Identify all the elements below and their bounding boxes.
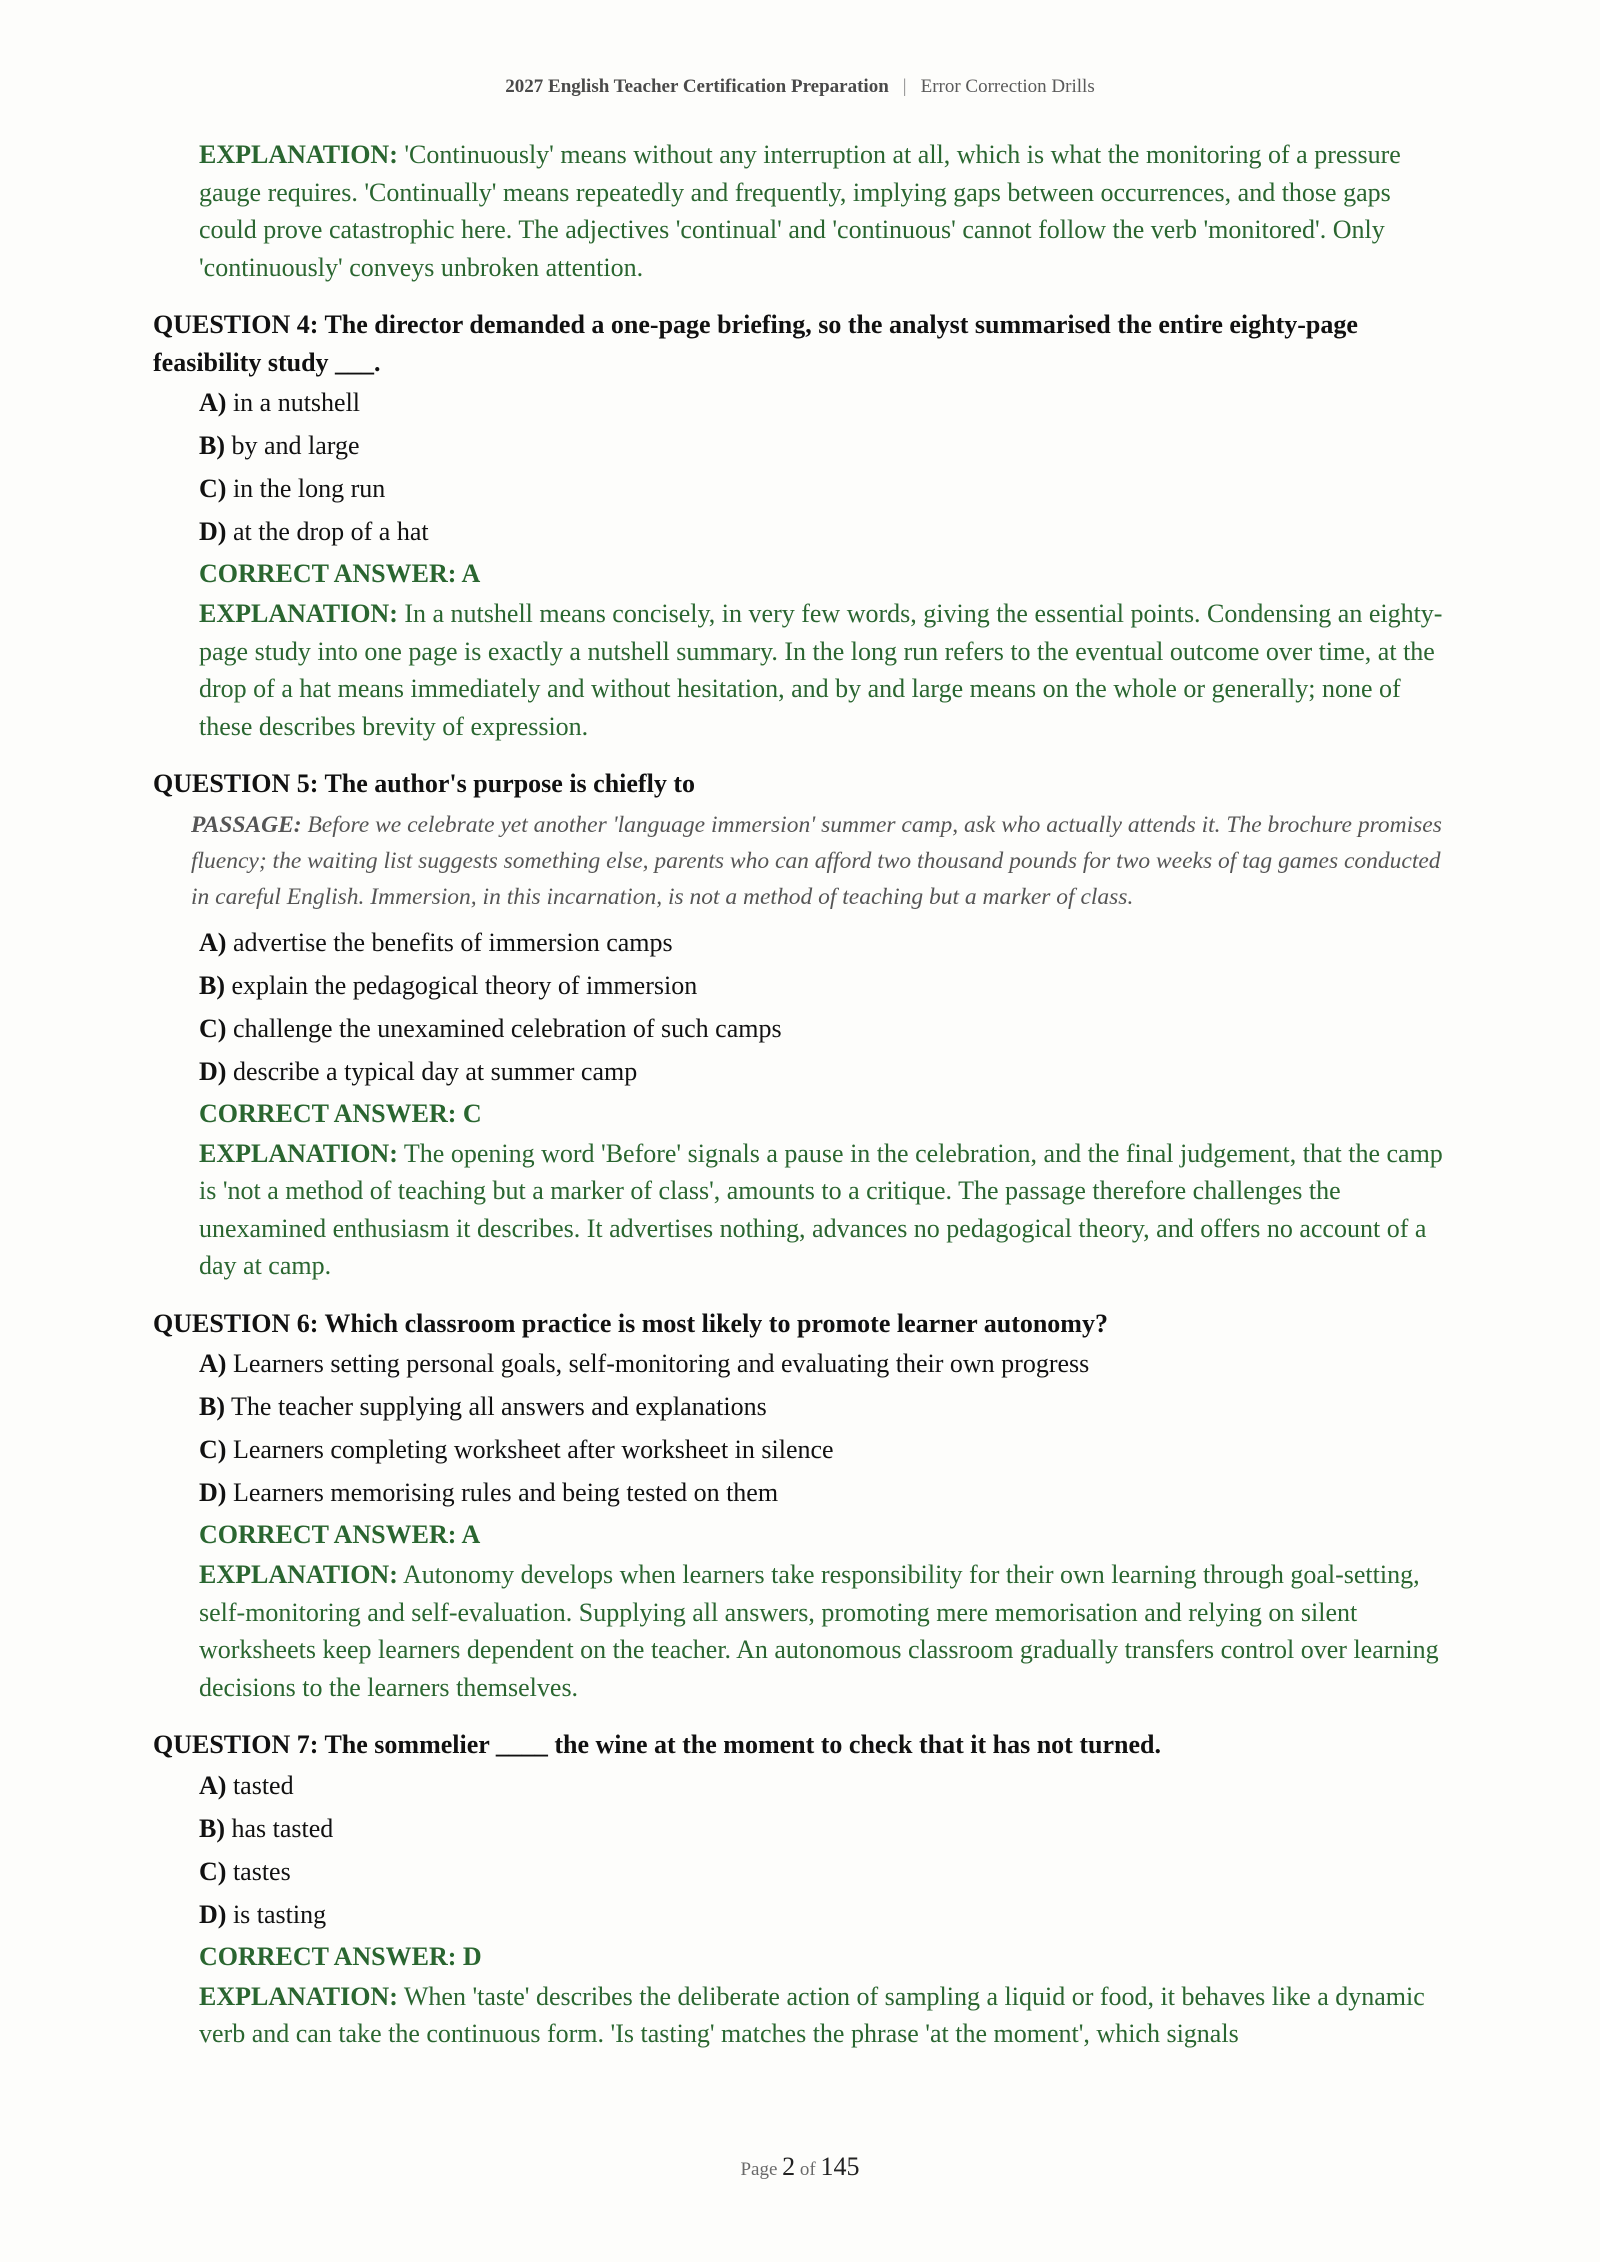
option-a — [199, 1764, 1453, 1807]
option-d — [199, 1471, 1453, 1514]
option-text: challenge the unexamined celebration of such camps — [232, 1013, 782, 1043]
explanation-label: EXPLANATION: — [199, 1138, 398, 1168]
explanation — [199, 595, 1453, 745]
option-b — [199, 1385, 1453, 1428]
explanation-label: EXPLANATION: — [199, 1981, 398, 2011]
question-block-5 — [153, 765, 1453, 1285]
explanation-q3 — [199, 136, 1453, 286]
option-text: describe a typical day at summer camp — [232, 1056, 638, 1086]
option-text: in the long run — [232, 474, 386, 503]
option-c — [199, 467, 1453, 510]
header-title: 2027 English Teacher Certification Preparation — [505, 76, 889, 97]
option-d — [199, 1893, 1453, 1936]
option-text: tasted — [232, 1770, 294, 1800]
explanation-label: EXPLANATION: — [199, 140, 398, 169]
option-a — [199, 921, 1453, 964]
option-text: Learners setting personal goals, self-monitoring and evaluating their own progress — [232, 1349, 1090, 1378]
page-number: 2 — [782, 2152, 796, 2181]
question-title: QUESTION 6: Which classroom practice is most likely to promote learner autonomy? — [153, 1308, 1108, 1338]
option-text: is tasting — [232, 1899, 327, 1929]
option-text: Learners memorising rules and being tested on them — [232, 1478, 779, 1507]
option-text: Learners completing worksheet after worksheet in silence — [232, 1435, 834, 1464]
explanation — [199, 1135, 1453, 1285]
option-text: in a nutshell — [232, 388, 361, 417]
option-letter: D) — [199, 1056, 227, 1086]
option-text: The teacher supplying all answers and explanations — [231, 1392, 767, 1421]
option-text: advertise the benefits of immersion camps — [232, 927, 673, 957]
option-letter: B) — [199, 1813, 225, 1843]
explanation-text: The opening word 'Before' signals a pause in the celebration, and the final judgement, that the camp is 'not a method of teaching but a marker of class', amounts to a critique. The passage therefore challenges the unexamined enthusiasm it describes. It advertises nothing, advances no pedagogical theory, and offers no account of a day at camp. — [199, 1138, 1443, 1280]
option-text: at the drop of a hat — [232, 517, 429, 546]
correct-answer: CORRECT ANSWER: C — [199, 1098, 482, 1128]
question-title: QUESTION 5: The author's purpose is chiefly to — [153, 769, 695, 798]
option-letter: C) — [199, 1856, 227, 1886]
page-footer — [0, 2152, 1600, 2182]
question-block-4 — [153, 306, 1453, 745]
option-text: has tasted — [231, 1813, 334, 1843]
question-block-6 — [153, 1305, 1453, 1707]
options-list — [199, 921, 1453, 1093]
question-block-7 — [153, 1726, 1453, 2053]
option-letter: D) — [199, 1899, 227, 1929]
options-list — [199, 381, 1453, 553]
option-a — [199, 381, 1453, 424]
explanation — [199, 1556, 1453, 1706]
option-text: tastes — [232, 1856, 291, 1886]
explanation-text: When 'taste' describes the deliberate action of sampling a liquid or food, it behaves like a dynamic verb and can take the continuous form. 'Is tasting' matches the phrase 'at the moment', which signals — [199, 1981, 1425, 2048]
options-list — [199, 1764, 1453, 1936]
option-c — [199, 1850, 1453, 1893]
option-b — [199, 1807, 1453, 1850]
explanation — [199, 1978, 1453, 2053]
option-letter: C) — [199, 1013, 227, 1043]
option-b — [199, 964, 1453, 1007]
option-d — [199, 1050, 1453, 1093]
page-word: Page — [740, 2159, 778, 2180]
correct-answer: CORRECT ANSWER: A — [199, 559, 481, 588]
option-letter: A) — [199, 927, 227, 957]
option-letter: A) — [199, 1349, 227, 1378]
explanation-text: Autonomy develops when learners take responsibility for their own learning through goal-setting, self-monitoring and self-evaluation. Supplying all answers, promoting mere memorisation and relying on silent worksheets keep learners dependent on the teacher. An autonomous classroom gradually transfers control over learning decisions to the learners themselves. — [199, 1560, 1439, 1702]
option-letter: B) — [199, 1392, 225, 1421]
option-letter: A) — [199, 1770, 227, 1800]
header-separator: | — [902, 76, 907, 97]
question-title: QUESTION 7: The sommelier ____ the wine at the moment to check that it has not turned. — [153, 1730, 1161, 1759]
option-letter: B) — [199, 970, 225, 1000]
passage-text: Before we celebrate yet another 'language immersion' summer camp, ask who actually attends it. The brochure promises fluency; the waiting list suggests something else, parents who can afford two thousand pounds for two weeks of tag games conducted in careful English. Immersion, in this incarnation, is not a method of teaching but a marker of class. — [191, 811, 1442, 910]
option-a — [199, 1342, 1453, 1385]
option-letter: B) — [199, 431, 225, 460]
explanation-text: In a nutshell means concisely, in very few words, giving the essential points. Condensing an eighty-page study into one page is exactly a nutshell summary. In the long run refers to the eventual outcome over time, at the drop of a hat means immediately and without hesitation, and by and large means on the whole or generally; none of these describes brevity of expression. — [199, 599, 1443, 741]
question-title: QUESTION 4: The director demanded a one-page briefing, so the analyst summarised the entire eighty-page feasibility study ___. — [153, 310, 1358, 377]
option-c — [199, 1428, 1453, 1471]
option-letter: C) — [199, 1435, 227, 1464]
correct-answer: CORRECT ANSWER: D — [199, 1941, 482, 1971]
page-header — [0, 76, 1600, 98]
explanation-text: 'Continuously' means without any interruption at all, which is what the monitoring of a pressure gauge requires. 'Continually' means repeatedly and frequently, implying gaps between occurrences, and those gaps could prove catastrophic here. The adjectives 'continual' and 'continuous' cannot follow the verb 'monitored'. Only 'continuously' conveys unbroken attention. — [199, 140, 1401, 282]
option-letter: A) — [199, 388, 227, 417]
option-b — [199, 424, 1453, 467]
option-text: by and large — [231, 431, 360, 460]
correct-answer: CORRECT ANSWER: A — [199, 1520, 481, 1549]
reading-passage — [191, 807, 1453, 915]
page-content — [153, 136, 1453, 2053]
option-c — [199, 1007, 1453, 1050]
passage-label: PASSAGE: — [191, 811, 302, 838]
explanation-label: EXPLANATION: — [199, 1560, 398, 1589]
option-letter: C) — [199, 474, 227, 503]
option-text: explain the pedagogical theory of immersion — [231, 970, 698, 1000]
total-pages: 145 — [820, 2152, 860, 2181]
option-letter: D) — [199, 1478, 227, 1507]
option-d — [199, 510, 1453, 553]
option-letter: D) — [199, 517, 227, 546]
options-list — [199, 1342, 1453, 1514]
header-subtitle: Error Correction Drills — [920, 76, 1095, 97]
of-word: of — [799, 2159, 816, 2180]
explanation-label: EXPLANATION: — [199, 599, 398, 628]
